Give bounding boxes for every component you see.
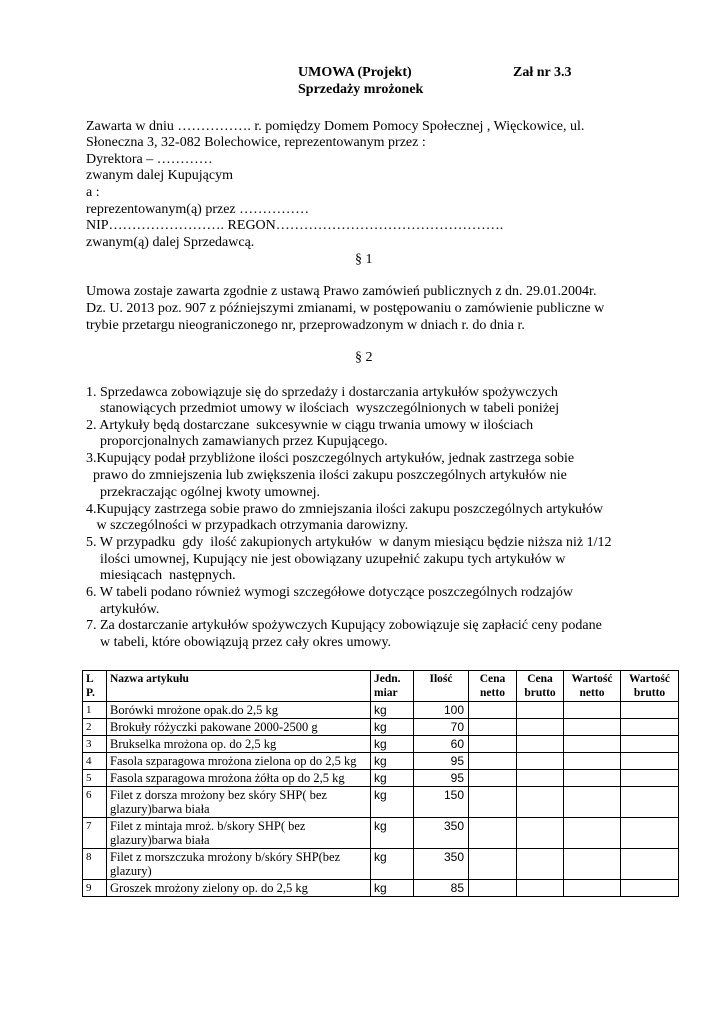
row-name: Borówki mrożone opak.do 2,5 kg	[107, 702, 371, 719]
section-2-line: w szczególności w przypadkach otrzymania darowizny.	[86, 518, 409, 533]
table-row	[83, 849, 679, 880]
row-gross-price	[517, 736, 564, 753]
parties-line: NIP……………………. REGON………………………………………….	[86, 218, 504, 233]
row-qty: 350	[414, 849, 469, 880]
section-2-line: ilości umownej, Kupujący nie jest obowiązany uzupełnić zakupu tych artykułów w	[86, 552, 566, 567]
row-qty: 95	[414, 770, 469, 787]
row-net-price	[469, 787, 517, 818]
parties-line: reprezentowanym(ą) przez ……………	[86, 202, 310, 217]
row-gross-price	[517, 787, 564, 818]
row-qty: 150	[414, 787, 469, 818]
row-qty: 350	[414, 818, 469, 849]
row-name: Groszek mrożony zielony op. do 2,5 kg	[107, 880, 371, 897]
section-2-line: 6. W tabeli podano również wymogi szczegółowe dotyczące poszczególnych rodzajów	[86, 585, 573, 600]
row-gross-price	[517, 770, 564, 787]
header-gross-price: Cena brutto	[517, 671, 564, 702]
section-2-line: 2. Artykuły będą dostarczane sukcesywnie w ciągu trwania umowy w ilościach	[86, 418, 534, 433]
row-gross-value	[621, 787, 679, 818]
parties-line: Słoneczna 3, 32-082 Bolechowice, reprezentowanym przez :	[86, 135, 426, 150]
row-net-value	[564, 719, 621, 736]
row-lp: 2	[83, 719, 107, 736]
row-unit: kg	[371, 753, 414, 770]
table-header-row	[83, 671, 679, 702]
table-row	[83, 880, 679, 897]
row-net-value	[564, 736, 621, 753]
row-net-value	[564, 770, 621, 787]
section-1-heading: § 1	[355, 252, 373, 267]
section-2-line: 5. W przypadku gdy ilość zakupionych artykułów w danym miesiącu będzie niższa niż 1/12	[86, 535, 612, 550]
section-1-line: Umowa zostaje zawarta zgodnie z ustawą Prawo zamówień publicznych z dn. 29.01.2004r.	[86, 284, 597, 299]
row-net-price	[469, 770, 517, 787]
row-gross-price	[517, 880, 564, 897]
row-gross-price	[517, 702, 564, 719]
row-name: Brukselka mrożona op. do 2,5 kg	[107, 736, 371, 753]
row-qty: 70	[414, 719, 469, 736]
row-lp: 7	[83, 818, 107, 849]
row-net-price	[469, 753, 517, 770]
row-gross-value	[621, 753, 679, 770]
row-gross-value	[621, 770, 679, 787]
row-unit: kg	[371, 719, 414, 736]
table-row	[83, 787, 679, 818]
section-2-line: przekraczając ogólnej kwoty umownej.	[86, 485, 321, 500]
row-net-price	[469, 702, 517, 719]
row-net-value	[564, 818, 621, 849]
header-lp: L P.	[83, 671, 107, 702]
table-row	[83, 736, 679, 753]
header-unit: Jedn. miar	[371, 671, 414, 702]
section-2-line: stanowiących przedmiot umowy w ilościach wyszczególnionych w tabeli poniżej	[86, 401, 560, 416]
row-gross-price	[517, 818, 564, 849]
section-2-line: 4.Kupujący zastrzega sobie prawo do zmniejszania ilości zakupu poszczególnych artykułów	[86, 502, 604, 517]
section-2-line: artykułów.	[86, 602, 160, 617]
parties-line: zwanym(ą) dalej Sprzedawcą.	[86, 235, 255, 250]
table-row	[83, 770, 679, 787]
row-lp: 5	[83, 770, 107, 787]
row-name: Fasola szparagowa mrożona zielona op do 2,5 kg	[107, 753, 371, 770]
row-lp: 3	[83, 736, 107, 753]
section-2-line: miesiącach następnych.	[86, 568, 236, 583]
section-1-line: trybie przetargu nieograniczonego nr, przeprowadzonym w dniach r. do dnia r.	[86, 318, 525, 333]
row-net-price	[469, 818, 517, 849]
header-net-value: Wartość netto	[564, 671, 621, 702]
row-lp: 6	[83, 787, 107, 818]
row-net-price	[469, 849, 517, 880]
row-qty: 85	[414, 880, 469, 897]
header-gross-value: Wartość brutto	[621, 671, 679, 702]
row-unit: kg	[371, 787, 414, 818]
parties-line: Dyrektora – …………	[86, 152, 213, 167]
row-net-price	[469, 736, 517, 753]
row-name: Filet z morszczuka mrożony b/skóry SHP(bez glazury)	[107, 849, 371, 880]
section-2-line: prawo do zmniejszenia lub zwiększenia ilości zakupu poszczególnych artykułów nie	[86, 468, 567, 483]
section-2-line: 7. Za dostarczanie artykułów spożywczych Kupujący zobowiązuje się zapłacić ceny podane	[86, 618, 602, 633]
row-net-value	[564, 753, 621, 770]
document-title: UMOWA (Projekt)	[298, 65, 412, 80]
row-lp: 9	[83, 880, 107, 897]
row-gross-value	[621, 880, 679, 897]
header-name: Nazwa artykułu	[107, 671, 371, 702]
row-lp: 4	[83, 753, 107, 770]
row-name: Brokuły różyczki pakowane 2000-2500 g	[107, 719, 371, 736]
row-net-value	[564, 787, 621, 818]
row-unit: kg	[371, 880, 414, 897]
parties-line: a :	[86, 185, 100, 200]
attachment-number: Zał nr 3.3	[513, 65, 572, 80]
section-2-line: w tabeli, które obowiązują przez cały okres umowy.	[86, 635, 392, 650]
row-gross-price	[517, 849, 564, 880]
row-net-value	[564, 849, 621, 880]
row-gross-value	[621, 719, 679, 736]
row-unit: kg	[371, 736, 414, 753]
row-gross-price	[517, 753, 564, 770]
parties-line: zwanym dalej Kupującym	[86, 168, 233, 183]
row-gross-value	[621, 702, 679, 719]
row-unit: kg	[371, 818, 414, 849]
document-subtitle: Sprzedaży mrożonek	[298, 82, 424, 97]
row-qty: 100	[414, 702, 469, 719]
row-unit: kg	[371, 702, 414, 719]
header-net-price: Cena netto	[469, 671, 517, 702]
row-qty: 60	[414, 736, 469, 753]
section-1-line: Dz. U. 2013 poz. 907 z późniejszymi zmianami, w postępowaniu o zamówienie publiczne w	[86, 301, 605, 316]
table-row	[83, 753, 679, 770]
row-gross-value	[621, 818, 679, 849]
section-2-heading: § 2	[355, 350, 373, 365]
row-net-value	[564, 880, 621, 897]
table-row	[83, 702, 679, 719]
row-name: Filet z mintaja mroż. b/skory SHP( bez glazury)barwa biała	[107, 818, 371, 849]
parties-line: Zawarta w dniu ……………. r. pomiędzy Domem Pomocy Społecznej , Więckowice, ul.	[86, 119, 585, 134]
section-2-line: 3.Kupujący podał przybliżone ilości poszczególnych artykułów, jednak zastrzega sobie	[86, 451, 575, 466]
row-lp: 1	[83, 702, 107, 719]
row-gross-value	[621, 736, 679, 753]
row-unit: kg	[371, 849, 414, 880]
table-row	[83, 719, 679, 736]
row-gross-price	[517, 719, 564, 736]
row-gross-value	[621, 849, 679, 880]
row-qty: 95	[414, 753, 469, 770]
row-name: Filet z dorsza mrożony bez skóry SHP( bez glazury)barwa biała	[107, 787, 371, 818]
row-name: Fasola szparagowa mrożona żółta op do 2,5 kg	[107, 770, 371, 787]
row-unit: kg	[371, 770, 414, 787]
products-table	[82, 670, 679, 897]
row-net-price	[469, 880, 517, 897]
section-2-line: 1. Sprzedawca zobowiązuje się do sprzedaży i dostarczania artykułów spożywczych	[86, 385, 558, 400]
row-net-price	[469, 719, 517, 736]
header-qty: Ilość	[414, 671, 469, 702]
table-row	[83, 818, 679, 849]
section-2-line: proporcjonalnych zamawianych przez Kupującego.	[86, 434, 388, 449]
row-net-value	[564, 702, 621, 719]
row-lp: 8	[83, 849, 107, 880]
